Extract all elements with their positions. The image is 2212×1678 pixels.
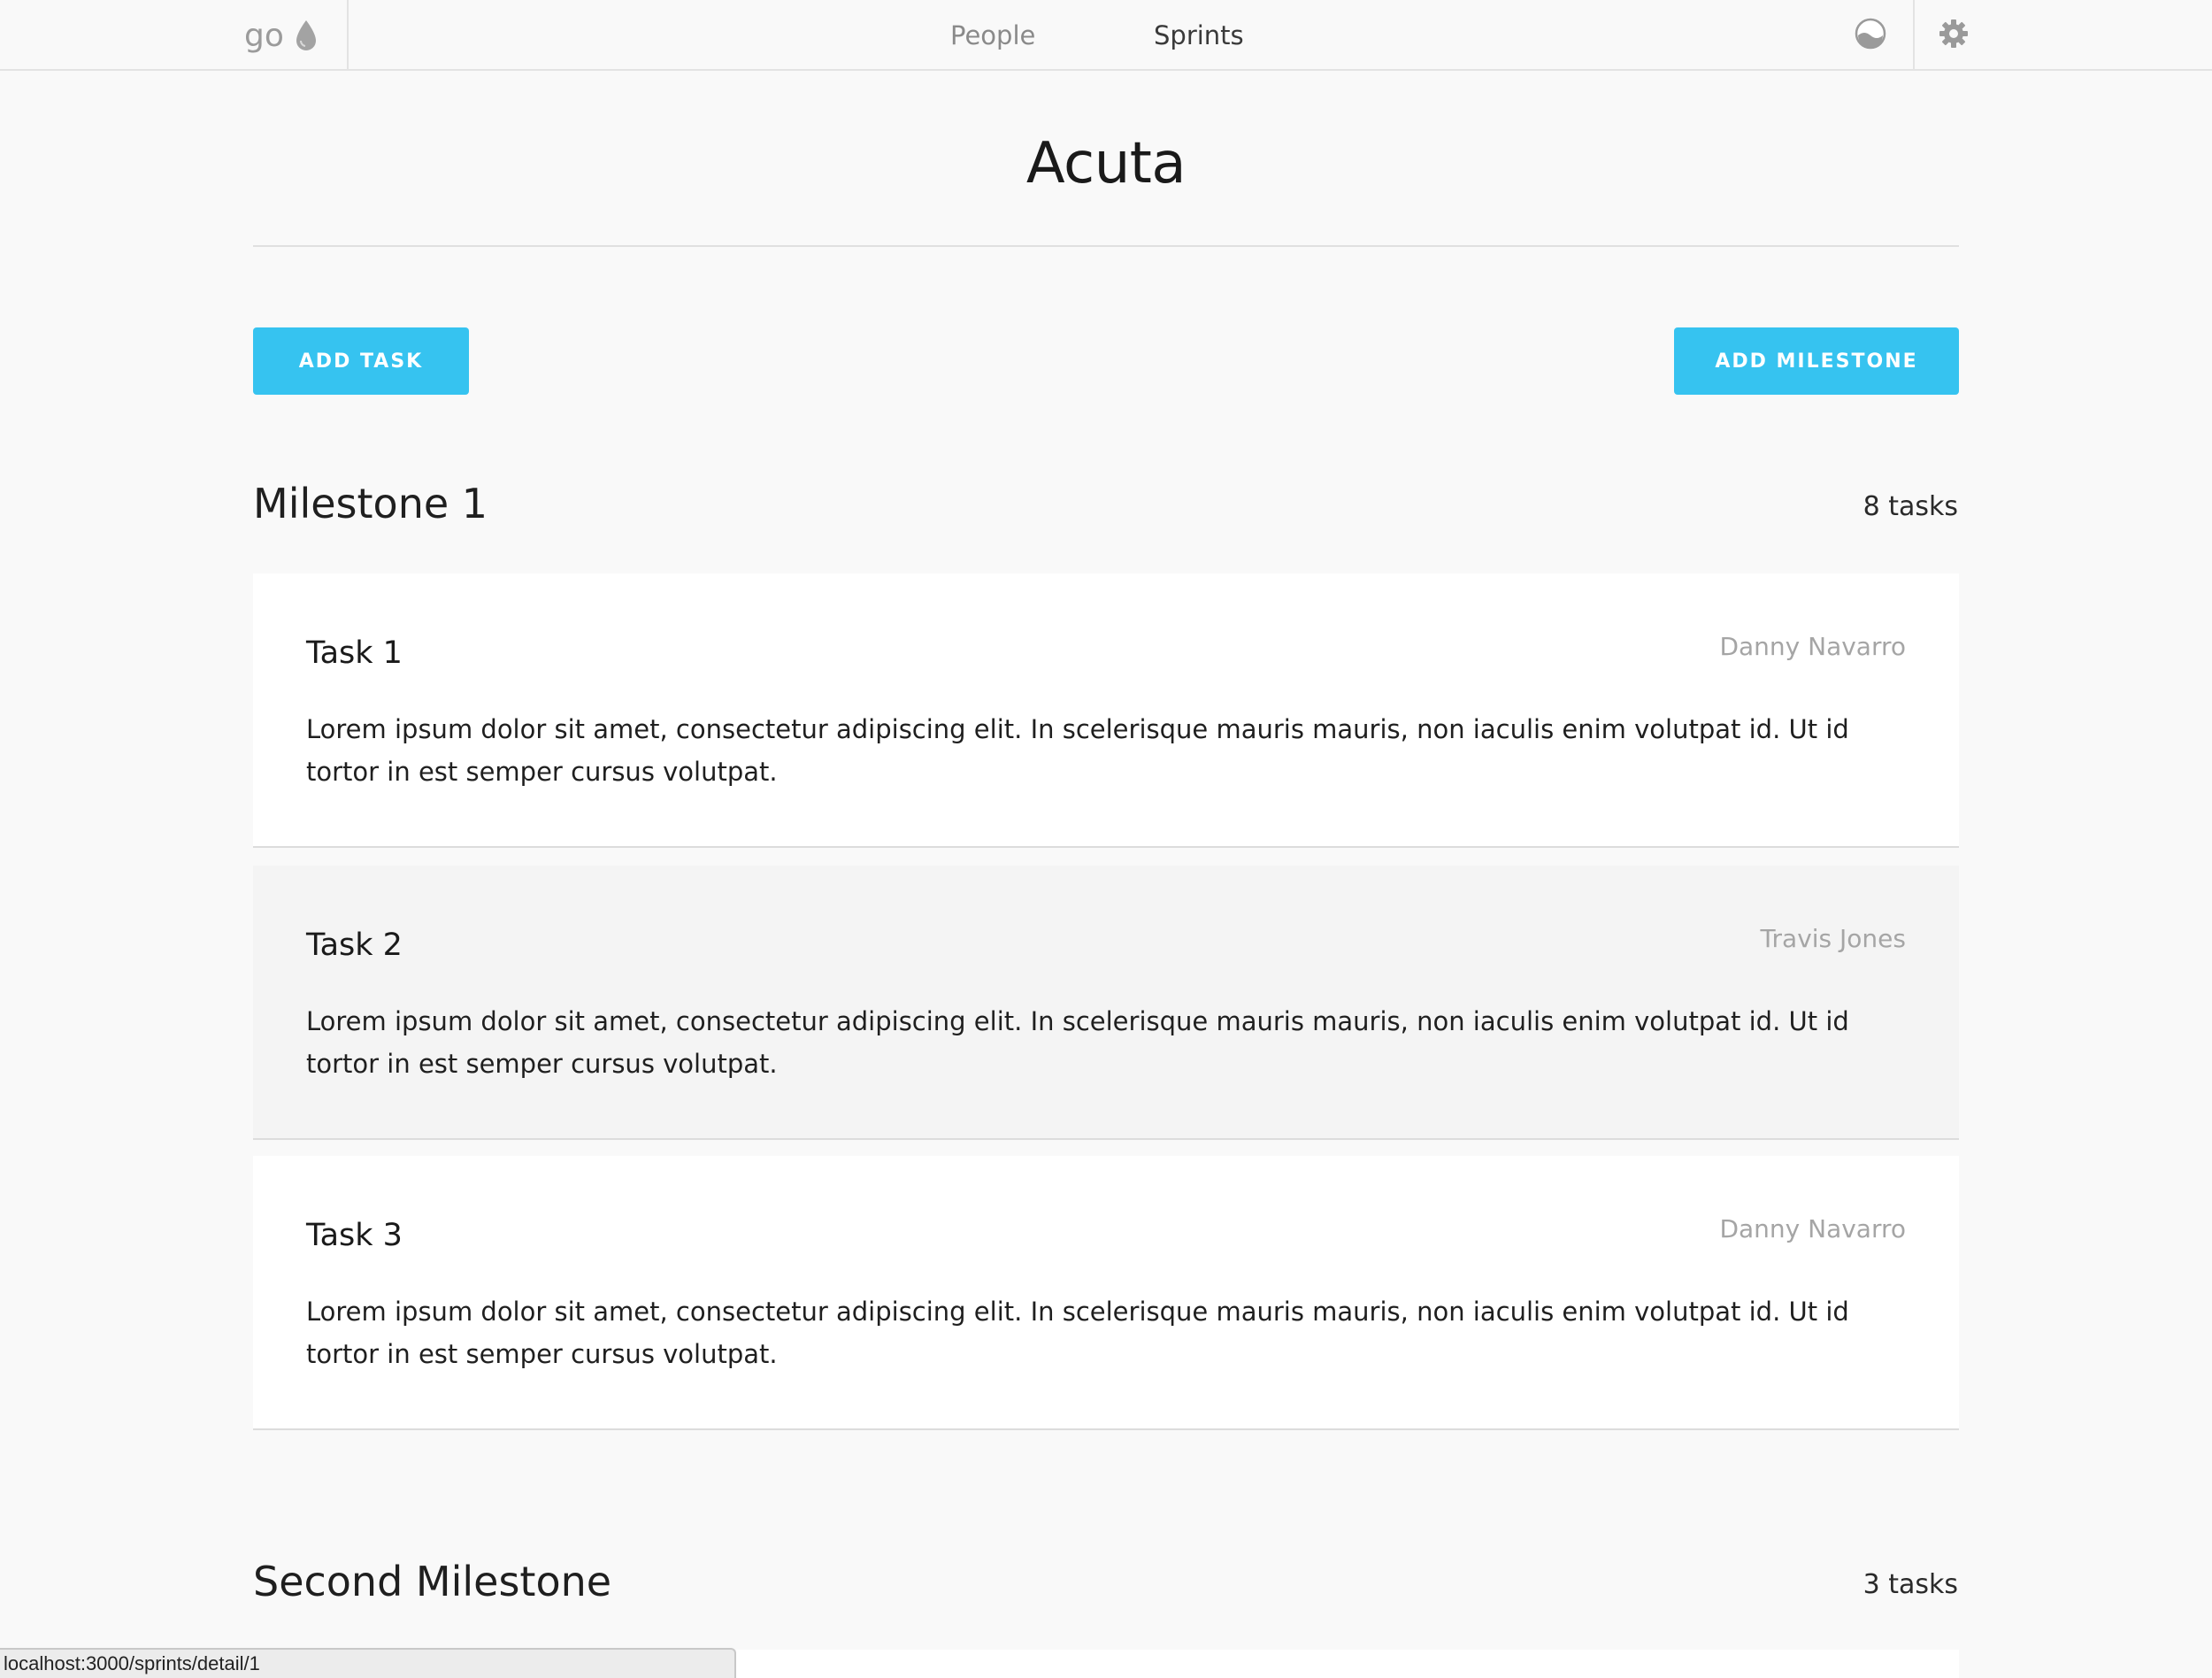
milestone-task-count: 3 tasks <box>1863 1569 1958 1600</box>
task-assignee[interactable]: Danny Navarro <box>1719 1214 1906 1243</box>
task-name: Task 1 <box>306 635 403 671</box>
browser-status-bar: localhost:3000/sprints/detail/1 <box>0 1648 736 1678</box>
logo-text: go <box>244 17 284 54</box>
logo-divider <box>347 0 349 71</box>
task-assignee[interactable]: Travis Jones <box>1760 924 1906 953</box>
title-divider <box>253 245 1959 247</box>
task-card[interactable] <box>253 866 1959 1140</box>
drop-icon <box>293 19 319 52</box>
nav-sprints[interactable]: Sprints <box>1154 20 1244 50</box>
task-description: Lorem ipsum dolor sit amet, consectetur adipiscing elit. In scelerisque mauris mauris, non iaculis enim volutpat id. Ut id tortor in est semper cursus volutpat. <box>306 1297 1849 1369</box>
settings-divider <box>1913 0 1915 71</box>
gear-icon[interactable] <box>1936 16 1971 51</box>
top-navigation-bar <box>0 0 2212 71</box>
logo[interactable] <box>244 16 319 55</box>
task-card[interactable] <box>253 573 1959 848</box>
task-description: Lorem ipsum dolor sit amet, consectetur adipiscing elit. In scelerisque mauris mauris, non iaculis enim volutpat id. Ut id tortor in est semper cursus volutpat. <box>306 1006 1849 1079</box>
task-description: Lorem ipsum dolor sit amet, consectetur adipiscing elit. In scelerisque mauris mauris, non iaculis enim volutpat id. Ut id tortor in est semper cursus volutpat. <box>306 714 1849 787</box>
milestone-title: Milestone 1 <box>253 480 488 527</box>
add-task-button[interactable]: ADD TASK <box>253 327 469 395</box>
task-name: Task 3 <box>306 1218 403 1253</box>
task-name: Task 2 <box>306 928 403 963</box>
milestone-task-count: 8 tasks <box>1863 491 1958 522</box>
nav-people[interactable]: People <box>950 20 1036 50</box>
task-card[interactable] <box>253 1156 1959 1430</box>
add-milestone-button[interactable]: ADD MILESTONE <box>1674 327 1959 395</box>
task-card[interactable] <box>736 1650 1959 1678</box>
page-title: Acuta <box>1025 131 1187 196</box>
task-assignee[interactable]: Danny Navarro <box>1719 632 1906 661</box>
avatar-icon[interactable] <box>1853 16 1888 51</box>
milestone-title: Second Milestone <box>253 1558 612 1605</box>
